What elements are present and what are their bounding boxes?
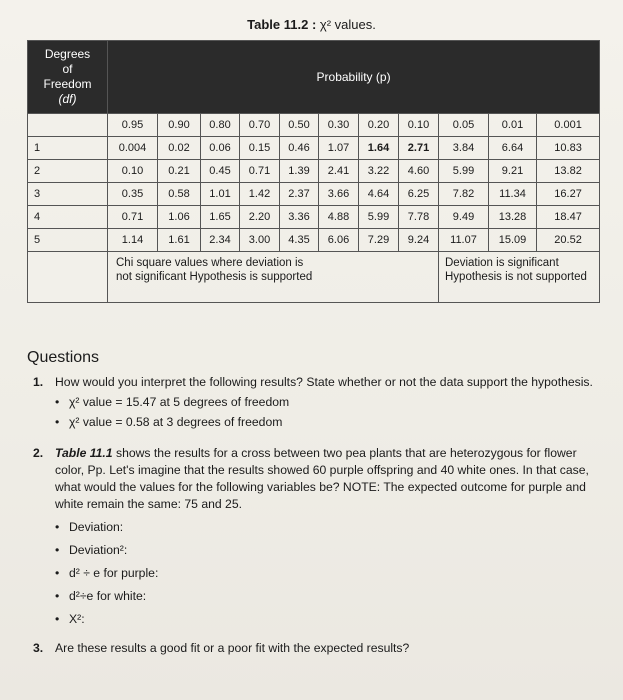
table-title: Table 11.2 : χ² values.: [247, 17, 376, 32]
value-cell: 4.64: [359, 183, 399, 206]
question-1-text: How would you interpret the following results? State whether or not the data support the hypothesis.: [55, 375, 593, 389]
list-item: • χ² value = 15.47 at 5 degrees of freedom: [55, 395, 290, 409]
prob-cell: 0.20: [359, 114, 399, 137]
question-2-text: Table 11.1 shows the results for a cross between two pea plants that are heterozygous for flower color, Pp. Let's imagine that the results showed 60 purple offspring and 40 white ones. In that case, what would the values for the following variables be? NOTE: The expected outcome for purple and white remain the same: 75 and 25.: [55, 446, 589, 511]
value-cell: 1.01: [201, 183, 240, 206]
prob-cell: 0.95: [108, 114, 158, 137]
value-cell: 4.60: [399, 160, 439, 183]
prob-cell: 0.001: [537, 114, 600, 137]
probability-header: Probability (p): [108, 41, 600, 114]
value-cell: 6.64: [489, 137, 537, 160]
question-2: 2. Table 11.1 shows the results for a cross between two pea plants that are heterozygous for flower color, Pp. Let's imagine that the results showed 60 purple offspring and 40 white ones. In that case, what would the values for the following variables be? NOTE: The expected outcome for purple and white remain the same: 75 and 25. • Deviation: • Deviation²: • d² ÷ e for purple: • d²÷e for white: • X²:: [33, 445, 607, 628]
table-row: [28, 206, 600, 229]
value-cell: 10.83: [537, 137, 600, 160]
value-cell: 9.24: [399, 229, 439, 252]
value-cell: 16.27: [537, 183, 600, 206]
prob-cell: 0.01: [489, 114, 537, 137]
empty-cell: [28, 252, 108, 303]
list-item: • d² ÷ e for purple:: [55, 566, 159, 580]
value-cell: 3.22: [359, 160, 399, 183]
df-cell: 2: [28, 160, 108, 183]
list-item: • Deviation²:: [55, 543, 128, 557]
df-cell: 4: [28, 206, 108, 229]
question-3: 3. Are these results a good fit or a poor fit with the expected results?: [33, 640, 607, 657]
value-cell: 4.88: [319, 206, 359, 229]
df-header: Degrees of Freedom (df): [28, 41, 108, 114]
question-3-text: Are these results a good fit or a poor fit with the expected results?: [55, 641, 410, 655]
value-cell: 0.004: [108, 137, 158, 160]
value-cell: 13.82: [537, 160, 600, 183]
table-row: [28, 137, 600, 160]
list-item: • χ² value = 0.58 at 3 degrees of freedom: [55, 415, 283, 429]
table-row: [28, 229, 600, 252]
value-cell: 20.52: [537, 229, 600, 252]
value-cell: 1.61: [158, 229, 201, 252]
questions-heading: Questions: [27, 349, 100, 366]
df-cell: 1: [28, 137, 108, 160]
df-cell: 5: [28, 229, 108, 252]
value-cell: 1.42: [240, 183, 280, 206]
value-cell: 0.58: [158, 183, 201, 206]
prob-cell: 0.80: [201, 114, 240, 137]
value-cell: 0.35: [108, 183, 158, 206]
notes-row: [28, 252, 600, 303]
value-cell: 2.37: [280, 183, 319, 206]
value-cell: 18.47: [537, 206, 600, 229]
df-cell: 3: [28, 183, 108, 206]
value-cell: 2.34: [201, 229, 240, 252]
prob-cell: 0.70: [240, 114, 280, 137]
value-cell: 2.20: [240, 206, 280, 229]
value-cell: 7.29: [359, 229, 399, 252]
value-cell: 11.07: [439, 229, 489, 252]
value-cell: 6.25: [399, 183, 439, 206]
value-cell: 2.71: [399, 137, 439, 160]
value-cell: 3.66: [319, 183, 359, 206]
value-cell: 2.41: [319, 160, 359, 183]
value-cell: 7.82: [439, 183, 489, 206]
value-cell: 5.99: [359, 206, 399, 229]
list-item: • d²÷e for white:: [55, 589, 147, 603]
value-cell: 0.21: [158, 160, 201, 183]
value-cell: 0.46: [280, 137, 319, 160]
chi-square-table: [27, 40, 600, 303]
value-cell: 6.06: [319, 229, 359, 252]
value-cell: 7.78: [399, 206, 439, 229]
table-row: [28, 183, 600, 206]
value-cell: 1.65: [201, 206, 240, 229]
value-cell: 3.00: [240, 229, 280, 252]
value-cell: 9.21: [489, 160, 537, 183]
value-cell: 1.07: [319, 137, 359, 160]
table-row: [28, 160, 600, 183]
prob-cell: 0.10: [399, 114, 439, 137]
prob-cell: 0.30: [319, 114, 359, 137]
value-cell: 11.34: [489, 183, 537, 206]
value-cell: 5.99: [439, 160, 489, 183]
value-cell: 0.71: [108, 206, 158, 229]
list-item: • Deviation:: [55, 520, 124, 534]
value-cell: 13.28: [489, 206, 537, 229]
prob-cell: 0.05: [439, 114, 489, 137]
prob-cell: 0.50: [280, 114, 319, 137]
list-item: • X²:: [55, 612, 85, 626]
value-cell: 9.49: [439, 206, 489, 229]
probability-row: [28, 114, 600, 137]
prob-cell: 0.90: [158, 114, 201, 137]
value-cell: 0.71: [240, 160, 280, 183]
value-cell: 3.36: [280, 206, 319, 229]
questions-section: [27, 349, 607, 659]
value-cell: 15.09: [489, 229, 537, 252]
value-cell: 1.39: [280, 160, 319, 183]
empty-cell: [28, 114, 108, 137]
value-cell: 0.02: [158, 137, 201, 160]
value-cell: 1.64: [359, 137, 399, 160]
value-cell: 3.84: [439, 137, 489, 160]
not-significant-note: Chi square values where deviation is not significant Hypothesis is supported: [108, 252, 439, 303]
value-cell: 0.45: [201, 160, 240, 183]
value-cell: 1.14: [108, 229, 158, 252]
value-cell: 0.06: [201, 137, 240, 160]
significant-note: Deviation is significant Hypothesis is not supported: [439, 252, 600, 303]
question-1: 1. How would you interpret the following results? State whether or not the data support the hypothesis. • χ² value = 15.47 at 5 degrees of freedom • χ² value = 0.58 at 3 degrees of freedom: [33, 374, 607, 431]
value-cell: 4.35: [280, 229, 319, 252]
value-cell: 1.06: [158, 206, 201, 229]
value-cell: 0.10: [108, 160, 158, 183]
value-cell: 0.15: [240, 137, 280, 160]
